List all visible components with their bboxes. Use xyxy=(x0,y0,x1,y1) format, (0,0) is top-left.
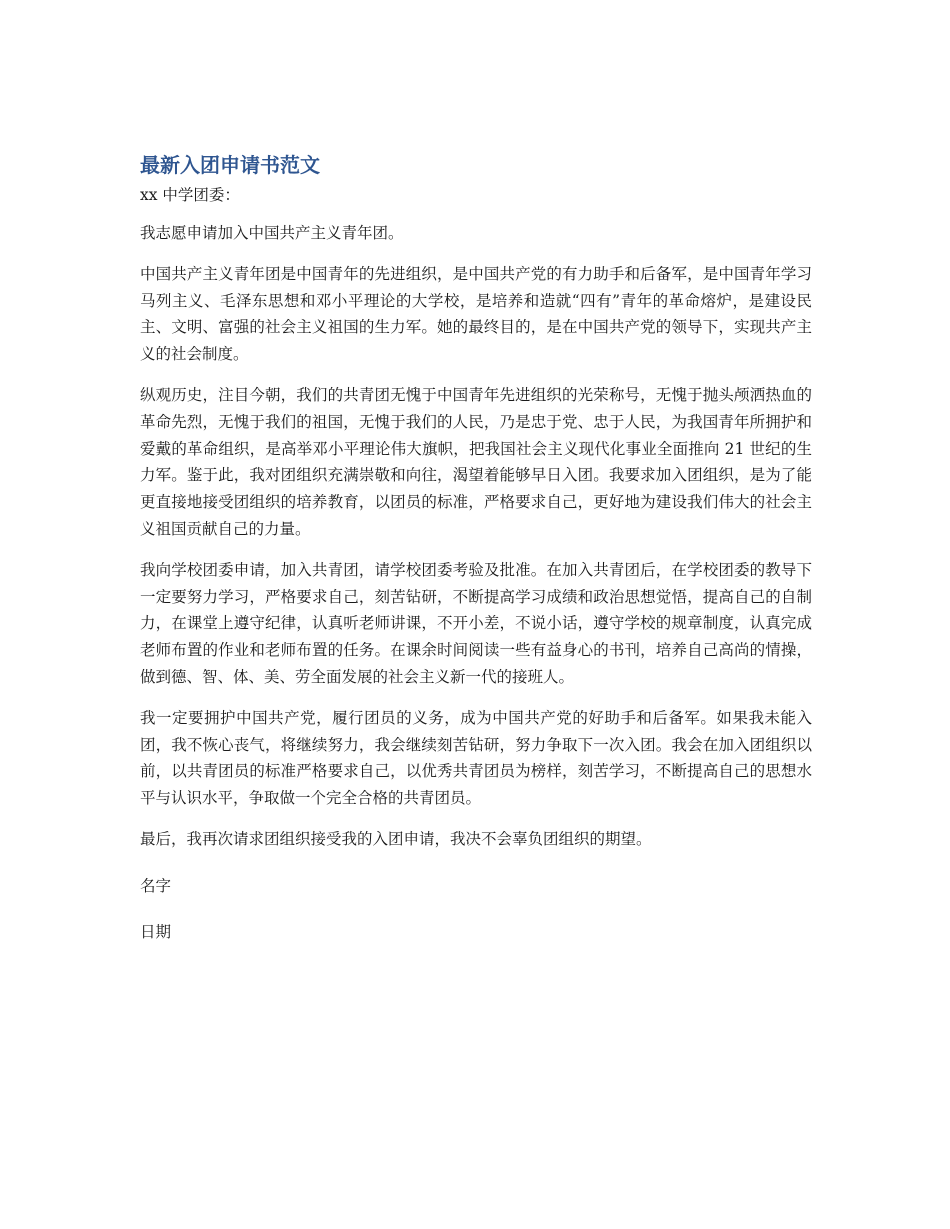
document-title: 最新入团申请书范文 xyxy=(140,153,320,177)
paragraph-closing: 最后，我再次请求团组织接受我的入团申请，我决不会辜负团组织的期望。 xyxy=(140,829,652,848)
paragraph-history: 纵观历史，注目今朝，我们的共青团无愧于中国青年先进组织的光荣称号，无愧于抛头颅洒热血的革命先烈，无愧于我们的祖国，无愧于我们的人民，乃是忠于党、忠于人民，为我国青年所拥护和爱戴的革命组织，是高举邓小平理论伟大旗帜，把我国社会主义现代化事业全面推向 21 世纪的生力军。鉴于此，我对团组织充满崇敬和向往，渴望着能够早日入团。我要求加入团组织，是为了能更直接地接受团组织的培养教育，以团员的标准，严格要求自己，更好地为建设我们伟大的社会主义祖国贡献自己的力量。 xyxy=(140,385,812,538)
document-body xyxy=(140,152,812,945)
paragraph-commitment: 我向学校团委申请，加入共青团，请学校团委考验及批准。在加入共青团后，在学校团委的教导下一定要努力学习，严格要求自己，刻苦钻研，不断提高学习成绩和政治思想觉悟，提高自己的自制力，在课堂上遵守纪律，认真听老师讲课，不开小差，不说小话，遵守学校的规章制度，认真完成老师布置的作业和老师布置的任务。在课余时间阅读一些有益身心的书刊，培养自己高尚的情操，做到德、智、体、美、劳全面发展的社会主义新一代的接班人。 xyxy=(140,560,812,686)
paragraph-intro: 我志愿申请加入中国共产主义青年团。 xyxy=(140,224,404,242)
date-label: 日期 xyxy=(140,922,172,941)
name-label: 名字 xyxy=(140,876,172,895)
paragraph-pledge: 我一定要拥护中国共产党，履行团员的义务，成为中国共产党的好助手和后备军。如果我未能入团，我不恢心丧气，将继续努力，我会继续刻苦钻研，努力争取下一次入团。我会在加入团组织以前，以共青团员的标准严格要求自己，以优秀共青团员为榜样，刻苦学习，不断提高自己的思想水平与认识水平，争取做一个完全合格的共青团员。 xyxy=(140,708,812,808)
paragraph-league-description: 中国共产主义青年团是中国青年的先进组织，是中国共产党的有力助手和后备军，是中国青年学习马列主义、毛泽东思想和邓小平理论的大学校，是培养和造就“四有”青年的革命熔炉，是建设民主、文明、富强的社会主义祖国的生力军。她的最终目的，是在中国共产党的领导下，实现共产主义的社会制度。 xyxy=(140,264,812,364)
salutation: xx 中学团委： xyxy=(140,186,240,204)
